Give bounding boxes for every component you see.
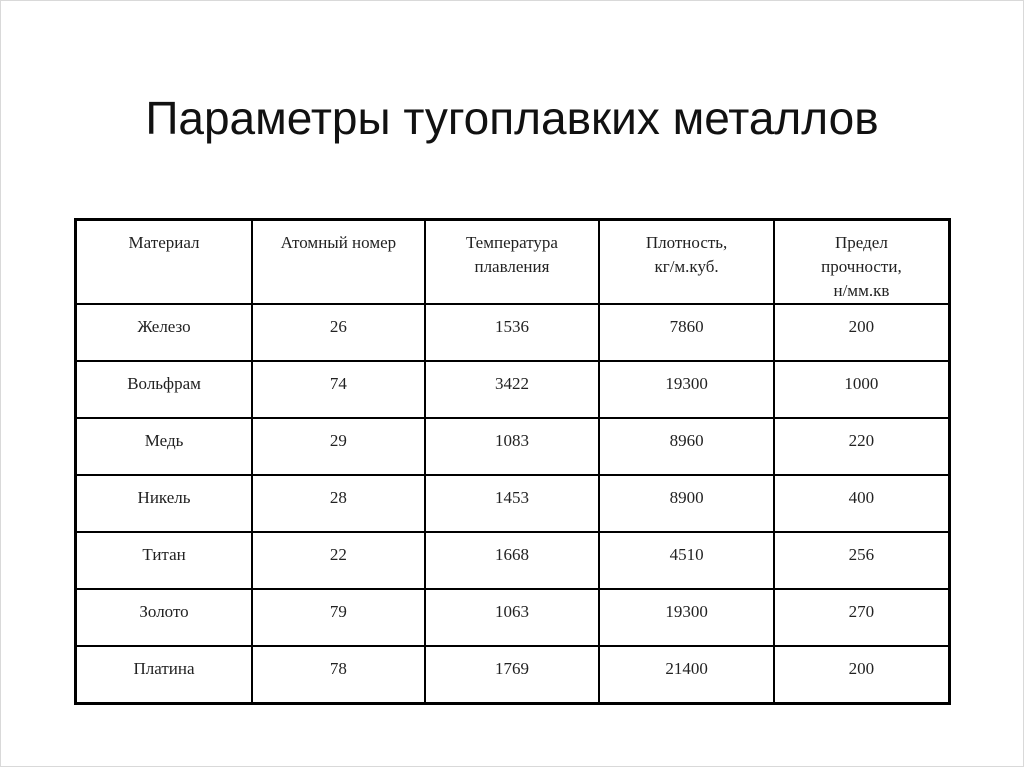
header-material [76,220,253,305]
cell-density: 8900 [599,475,774,532]
cell-melting-point: 1668 [425,532,600,589]
cell-strength: 220 [774,418,950,475]
cell-atomic-number: 74 [252,361,425,418]
table-row [76,646,950,703]
cell-atomic-number: 22 [252,532,425,589]
table-row [76,589,950,646]
cell-melting-point: 1083 [425,418,600,475]
table-row [76,361,950,418]
cell-strength: 200 [774,646,950,703]
cell-density: 21400 [599,646,774,703]
cell-strength: 200 [774,304,950,361]
cell-strength: 400 [774,475,950,532]
cell-atomic-number: 29 [252,418,425,475]
header-density-line-2: кг/м.куб. [654,257,719,276]
cell-strength: 256 [774,532,950,589]
cell-melting-point: 1063 [425,589,600,646]
cell-melting-point: 1536 [425,304,600,361]
header-melting-point [425,220,600,305]
cell-density: 8960 [599,418,774,475]
cell-atomic-number: 79 [252,589,425,646]
table-row [76,304,950,361]
table-row [76,532,950,589]
header-melting-point-line-2: плавления [474,257,550,276]
cell-atomic-number: 78 [252,646,425,703]
cell-material: Вольфрам [76,361,253,418]
cell-material: Платина [76,646,253,703]
header-density [599,220,774,305]
metals-table [74,218,951,705]
cell-melting-point: 1453 [425,475,600,532]
cell-material: Золото [76,589,253,646]
header-strength [774,220,950,305]
cell-material: Титан [76,532,253,589]
table-body [76,304,950,703]
table-row [76,418,950,475]
cell-density: 19300 [599,361,774,418]
cell-strength: 270 [774,589,950,646]
cell-material: Железо [76,304,253,361]
header-density-line-1: Плотность, [645,233,728,252]
cell-material: Никель [76,475,253,532]
slide-title: Параметры тугоплавких металлов [145,92,879,144]
header-row [76,220,950,305]
cell-atomic-number: 28 [252,475,425,532]
cell-density: 19300 [599,589,774,646]
cell-density: 4510 [599,532,774,589]
cell-atomic-number: 26 [252,304,425,361]
cell-melting-point: 3422 [425,361,600,418]
cell-melting-point: 1769 [425,646,600,703]
header-atomic-number-line: Атомный номер [280,233,397,252]
header-melting-point-line-1: Температура [465,233,558,252]
header-strength-line-2: прочности, [821,257,902,276]
table-row [76,475,950,532]
header-strength-line-1: Предел [835,233,888,252]
cell-material: Медь [76,418,253,475]
cell-density: 7860 [599,304,774,361]
table-header [76,220,950,305]
header-atomic-number [252,220,425,305]
cell-strength: 1000 [774,361,950,418]
header-material-line: Материал [128,233,200,252]
header-strength-line-3: н/мм.кв [833,281,890,300]
